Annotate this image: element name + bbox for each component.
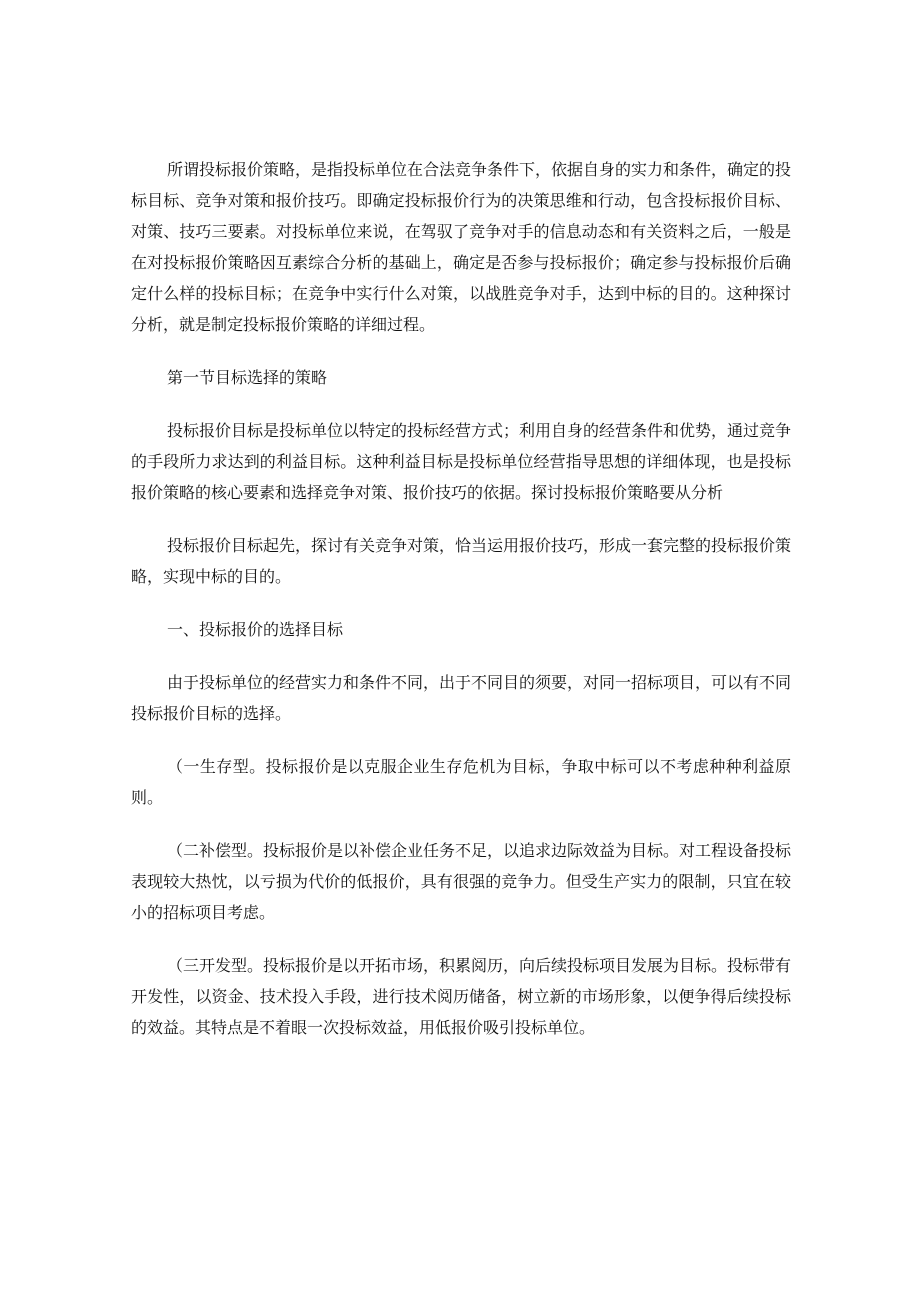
list-item-survival: （一生存型。投标报价是以克服企业生存危机为目标，争取中标可以不考虑种种利益原则。 xyxy=(131,757,791,807)
paragraph-intro: 所谓投标报价策略，是指投标单位在合法竞争条件下，依据自身的实力和条件，确定的投标目标、竞争对策和报价技巧。即确定投标报价行为的决策思维和行动，包含投标报价目标、对策、技巧三要素。对投标单位来说，在驾驭了竞争对手的信息动态和有关资料之后，一般是在对投标报价策略因互素综合分析的基础上，确定是否参与投标报价；确定参与投标报价后确定什么样的投标目标；在竞争中实行什么对策，以战胜竞争对手，达到中标的目的。这种探讨分析，就是制定投标报价策略的详细过程。 xyxy=(131,160,792,334)
list-item-compensation: （二补偿型。投标报价是以补偿企业任务不足，以追求边际效益为目标。对工程设备投标表现较大热忱，以亏损为代价的低报价，具有很强的竞争力。但受生产实力的限制，只宜在较小的招标项目考虑。 xyxy=(131,841,792,922)
subsection-heading: 一、投标报价的选择目标 xyxy=(167,620,344,639)
paragraph-target: 投标报价目标是投标单位以特定的投标经营方式；利用自身的经营条件和优势，通过竞争的手段所力求达到的利益目标。这种利益目标是投标单位经营指导思想的详细体现，也是投标报价策略的核心要素和选择竞争对策、报价技巧的依据。探讨投标报价策略要从分析 xyxy=(131,421,792,502)
list-item-development: （三开发型。投标报价是以开拓市场，积累阅历，向后续投标项目发展为目标。投标带有开发性，以资金、技术投入手段，进行技术阅历储备，树立新的市场形象，以便争得后续投标的效益。其特点是不着眼一次投标效益，用低报价吸引投标单位。 xyxy=(131,956,792,1037)
paragraph-choice: 由于投标单位的经营实力和条件不同，出于不同目的须要，对同一招标项目，可以有不同投标报价目标的选择。 xyxy=(131,673,792,723)
section-heading: 第一节目标选择的策略 xyxy=(167,368,328,387)
document-body xyxy=(131,154,791,1065)
paragraph-target-continued: 投标报价目标起先，探讨有关竞争对策，恰当运用报价技巧，形成一套完整的投标报价策略，实现中标的目的。 xyxy=(131,536,792,586)
